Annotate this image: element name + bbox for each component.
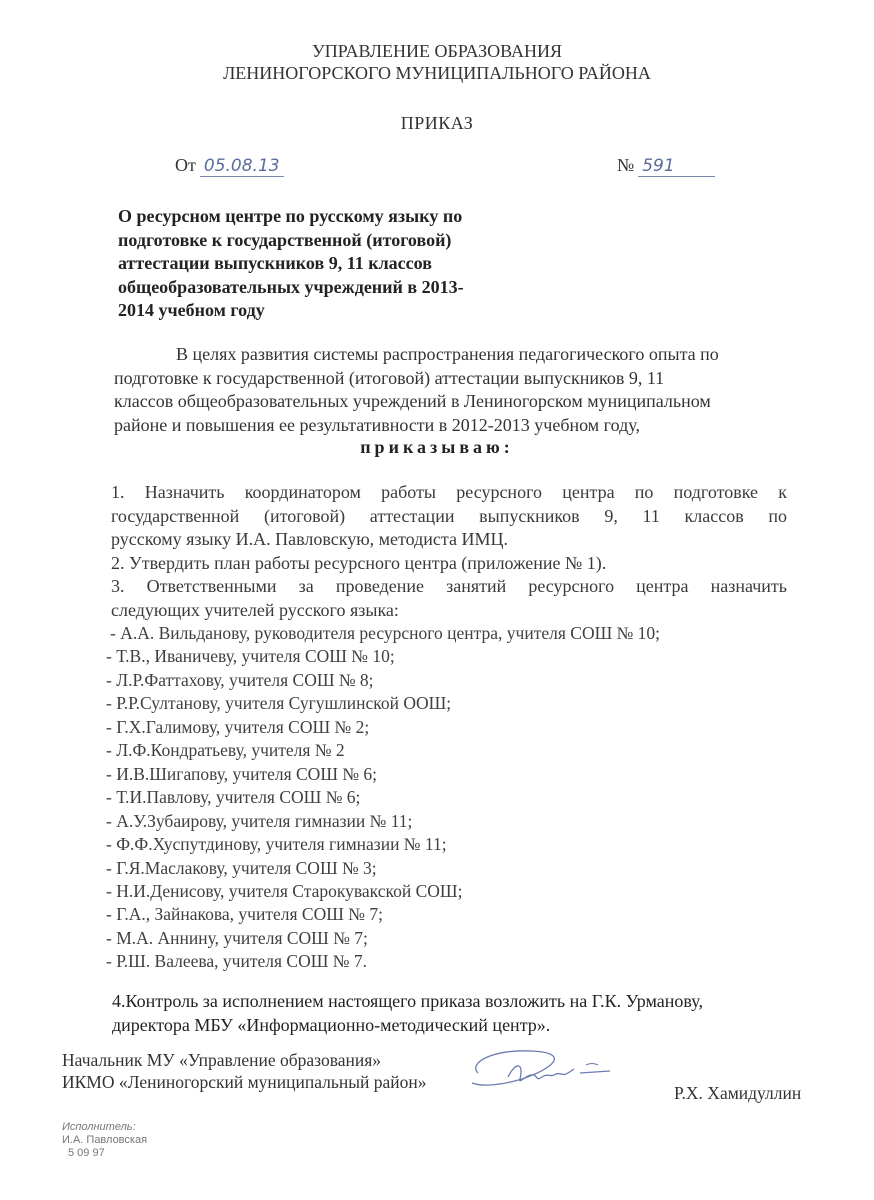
preamble <box>114 343 782 437</box>
teacher-item: - Т.В., Иваничеву, учителя СОШ № 10; <box>106 646 395 667</box>
item-1-line: 1. Назначить координатором работы ресурсного центра по подготовке к <box>111 482 787 502</box>
teacher-item: - Л.Ф.Кондратьеву, учителя № 2 <box>106 740 345 761</box>
item-2: 2. Утвердить план работы ресурсного центра (приложение № 1). <box>111 552 607 573</box>
teacher-item: - А.А. Вильданову, руководителя ресурсного центра, учителя СОШ № 10; <box>110 623 661 643</box>
position-line: ИКМО «Лениногорский муниципальный район» <box>62 1071 427 1092</box>
order-word: приказываю: <box>360 437 514 457</box>
executor-name: И.А. Павловская <box>62 1134 148 1146</box>
teacher-item: - Р.Р.Султанову, учителя Сугушлинской ООШ; <box>106 693 452 714</box>
preamble-line: районе и повышения ее результативности в 2012-2013 учебном году, <box>114 414 640 435</box>
date-label: От <box>175 155 196 175</box>
order-subject <box>118 205 542 323</box>
preamble-line: В целях развития системы распространения педагогического опыта по <box>176 344 719 364</box>
teacher-item: - И.В.Шигапову, учителя СОШ № 6; <box>106 763 378 784</box>
subject-line: аттестации выпускников 9, 11 классов <box>118 253 432 273</box>
item-1-line: государственной (итоговой) аттестации выпускников 9, 11 классов по <box>111 505 787 526</box>
subject-line: О ресурсном центре по русскому языку по <box>118 206 463 226</box>
preamble-line: подготовке к государственной (итоговой) аттестации выпускников 9, 11 <box>114 367 665 388</box>
subject-line: подготовке к государственной (итоговой) <box>118 229 452 250</box>
teacher-item: - Р.Ш. Валеева, учителя СОШ № 7. <box>106 951 367 972</box>
org-name-line2: ЛЕНИНОГОРСКОГО МУНИЦИПАЛЬНОГО РАЙОНА <box>223 63 651 83</box>
teacher-item: - Н.И.Денисову, учителя Старокувакской СОШ; <box>106 880 463 901</box>
executor-phone: 5 09 97 <box>68 1147 105 1159</box>
teacher-item: - Т.И.Павлову, учителя СОШ № 6; <box>106 787 361 808</box>
teacher-item: - А.У.Зубаирову, учителя гимназии № 11; <box>106 810 413 831</box>
org-name-line1: УПРАВЛЕНИЕ ОБРАЗОВАНИЯ <box>312 41 562 61</box>
subject-line: 2014 учебном году <box>118 300 265 320</box>
signer-name: Р.Х. Хамидуллин <box>674 1083 802 1103</box>
item-3-line: следующих учителей русского языка: <box>111 599 399 620</box>
teacher-item: - Ф.Ф.Хуспутдинову, учителя гимназии № 11; <box>106 834 447 855</box>
date-block <box>175 155 284 176</box>
teacher-item: - Г.Я.Маслакову, учителя СОШ № 3; <box>106 857 377 878</box>
signatory-position <box>62 1050 427 1093</box>
teacher-item: - М.А. Аннину, учителя СОШ № 7; <box>106 927 368 948</box>
number-value: 591 <box>638 156 714 177</box>
teacher-list <box>106 622 660 974</box>
teacher-item: - Л.Р.Фаттахову, учителя СОШ № 8; <box>106 669 374 690</box>
subject-line: общеобразовательных учреждений в 2013- <box>118 276 464 297</box>
date-value: 05.08.13 <box>200 156 284 177</box>
executor-label: Исполнитель: <box>62 1121 136 1133</box>
handwritten-signature <box>462 1043 622 1099</box>
item-1-line: русскому языку И.А. Павловскую, методиста ИМЦ. <box>111 529 508 550</box>
teacher-item: - Г.Х.Галимову, учителя СОШ № 2; <box>106 716 370 737</box>
position-line: Начальник МУ «Управление образования» <box>62 1050 382 1070</box>
item-3-line: 3. Ответственными за проведение занятий ресурсного центра назначить <box>111 576 787 597</box>
number-block <box>617 155 715 176</box>
preamble-line: классов общеобразовательных учреждений в Лениногорском муниципальном <box>114 391 711 411</box>
teacher-item: - Г.А., Зайнакова, учителя СОШ № 7; <box>106 904 383 925</box>
executor-block <box>62 1121 147 1160</box>
control-line: директора МБУ «Информационно-методический центр». <box>112 1014 551 1035</box>
item-4-control <box>112 990 792 1037</box>
order-items <box>111 481 787 623</box>
control-line: 4.Контроль за исполнением настоящего приказа возложить на Г.К. Урманову, <box>112 991 703 1011</box>
document-type: ПРИКАЗ <box>400 113 474 133</box>
number-label: № <box>617 155 635 175</box>
